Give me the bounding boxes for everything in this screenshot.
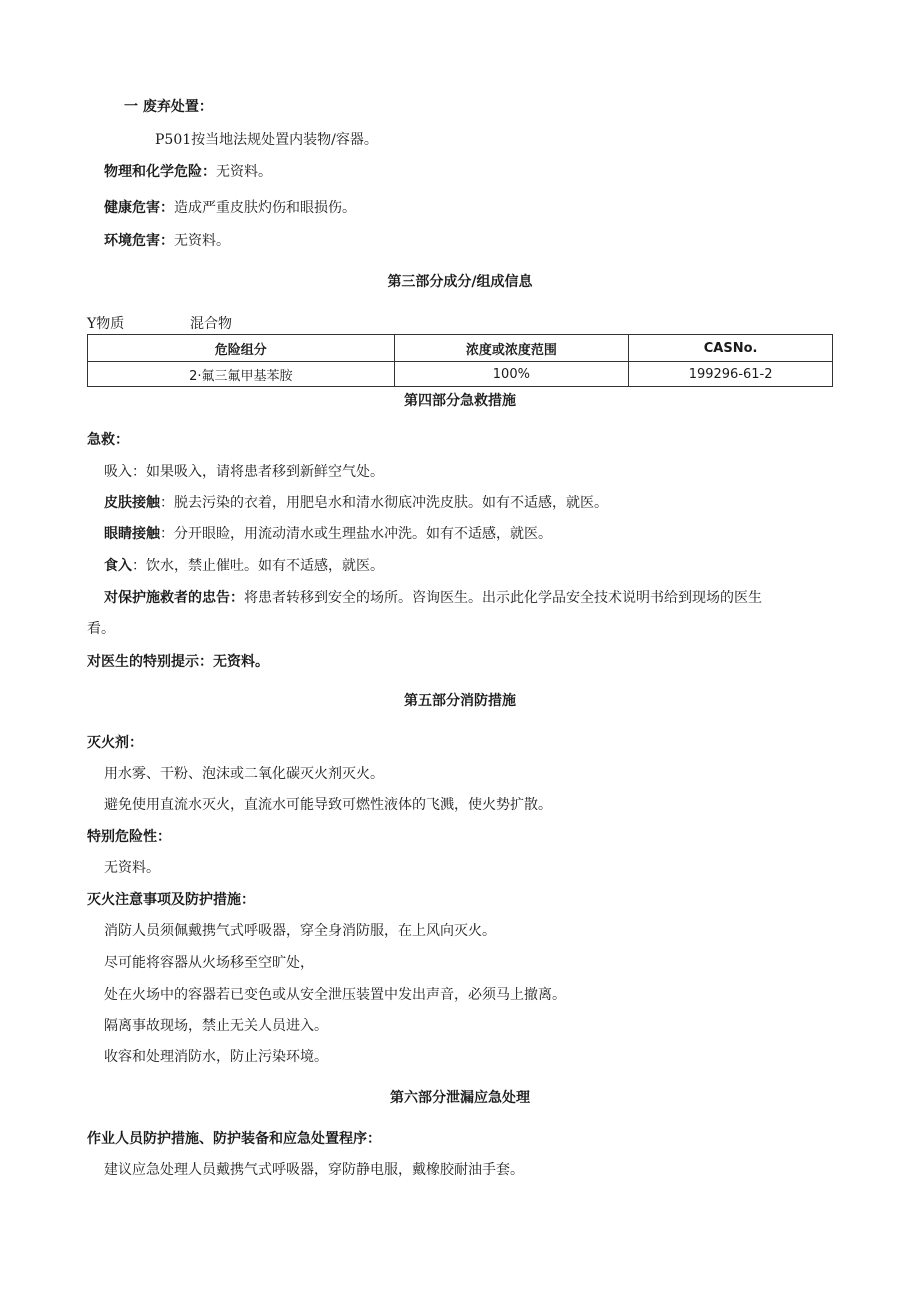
ingest-label: 食入 <box>104 558 132 574</box>
agent-line-1: 用水雾、干粉、泡沫或二氧化碳灭火剂灭火。 <box>104 766 384 782</box>
precaution-3: 处在火场中的容器若已变色或从安全泄压装置中发出声音，必须马上撤离。 <box>104 987 566 1003</box>
p501-statement: P501按当地法规处置内装物/容器。 <box>155 132 378 148</box>
substance-type-value: 混合物 <box>190 316 232 332</box>
precaution-2: 尽可能将容器从火场移至空旷处， <box>104 955 314 971</box>
physchem-hazard <box>104 163 272 181</box>
eye-label: 眼睛接触 <box>104 526 160 542</box>
header-cas: CASNo. <box>629 335 833 362</box>
personnel-value: 建议应急处理人员戴携气式呼吸器，穿防静电服，戴橡胶耐油手套。 <box>104 1162 524 1178</box>
table-header-row <box>88 335 833 362</box>
rescuer-advice <box>104 589 762 607</box>
health-hazard <box>104 199 356 217</box>
personnel-label: 作业人员防护措施、防护装备和应急处置程序： <box>87 1131 381 1147</box>
inhale-line: 吸入：如果吸入，请将患者移到新鲜空气处。 <box>104 464 384 480</box>
precaution-5: 收容和处理消防水，防止污染环境。 <box>104 1049 328 1065</box>
cell-cas: 199296-61-2 <box>629 362 833 387</box>
part6-title: 第六部分泄漏应急处理 <box>390 1090 530 1106</box>
substance-type-label: Y物质 <box>87 316 125 332</box>
header-concentration: 浓度或浓度范围 <box>394 335 629 362</box>
rescuer-value: 将患者转移到安全的场所。咨询医生。出示此化学品安全技术说明书给到现场的医生 <box>244 590 762 606</box>
skin-value: ：脱去污染的衣着，用肥皂水和清水彻底冲洗皮肤。如有不适感，就医。 <box>160 495 608 511</box>
part4-title: 第四部分急救措施 <box>404 393 516 409</box>
eye-value: ：分开眼睑，用流动清水或生理盐水冲洗。如有不适感，就医。 <box>160 526 552 542</box>
health-label: 健康危害： <box>104 200 174 216</box>
special-hazard-value: 无资料。 <box>104 860 160 876</box>
header-component: 危险组分 <box>88 335 395 362</box>
skin-label: 皮肤接触 <box>104 495 160 511</box>
cell-concentration: 100% <box>394 362 629 387</box>
precaution-4: 隔离事故现场，禁止无关人员进入。 <box>104 1018 328 1034</box>
part5-title: 第五部分消防措施 <box>404 693 516 709</box>
physchem-value: 无资料。 <box>216 164 272 180</box>
special-hazard-label: 特别危险性： <box>87 829 171 845</box>
firstaid-label: 急救： <box>87 432 129 448</box>
composition-table <box>87 334 833 387</box>
doctor-note: 对医生的特别提示：无资料。 <box>87 654 269 670</box>
agent-label: 灭火剂： <box>87 735 143 751</box>
part3-title: 第三部分成分/组成信息 <box>387 274 533 290</box>
env-hazard <box>104 232 230 250</box>
disposal-heading: 一 废弃处置： <box>124 99 213 115</box>
precaution-1: 消防人员须佩戴携气式呼吸器，穿全身消防服，在上风向灭火。 <box>104 923 496 939</box>
rescuer-value-cont: 看。 <box>87 621 115 637</box>
env-label: 环境危害： <box>104 233 174 249</box>
skin-contact <box>104 494 608 512</box>
cell-component: 2·氟三氟甲基苯胺 <box>88 362 395 387</box>
env-value: 无资料。 <box>174 233 230 249</box>
table-row <box>88 362 833 387</box>
agent-line-2: 避免使用直流水灭火，直流水可能导致可燃性液体的飞溅，使火势扩散。 <box>104 797 552 813</box>
rescuer-label: 对保护施救者的忠告： <box>104 590 244 606</box>
eye-contact <box>104 525 552 543</box>
health-value: 造成严重皮肤灼伤和眼损伤。 <box>174 200 356 216</box>
physchem-label: 物理和化学危险： <box>104 164 216 180</box>
ingestion <box>104 557 384 575</box>
precautions-label: 灭火注意事项及防护措施： <box>87 892 255 908</box>
ingest-value: ：饮水，禁止催吐。如有不适感，就医。 <box>132 558 384 574</box>
